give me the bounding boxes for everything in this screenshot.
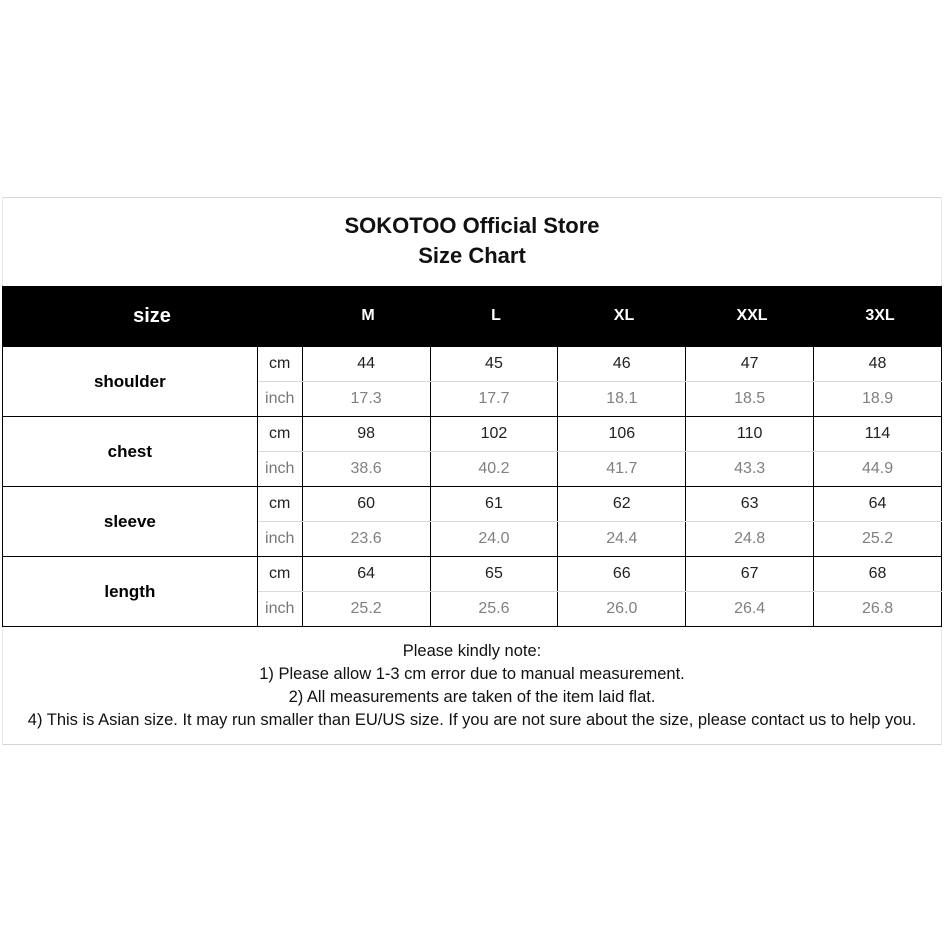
value-cell: 61 — [430, 487, 558, 522]
value-cell: 60 — [302, 487, 430, 522]
size-header-xl: XL — [613, 307, 635, 324]
measurement-label-length: length — [3, 557, 258, 627]
value-cell: 45 — [430, 347, 558, 382]
value-cell: 25.2 — [302, 592, 430, 627]
value-cell: 25.6 — [430, 592, 558, 627]
size-header-label: size — [133, 305, 171, 327]
unit-cm: cm — [257, 557, 302, 592]
unit-cm: cm — [257, 417, 302, 452]
size-header-l: L — [491, 307, 501, 324]
value-cell: 48 — [814, 347, 942, 382]
value-cell: 26.4 — [686, 592, 814, 627]
value-cell: 64 — [302, 557, 430, 592]
value-cell: 24.4 — [558, 522, 686, 557]
table-row — [3, 557, 942, 592]
unit-inch: inch — [257, 522, 302, 557]
value-cell: 23.6 — [302, 522, 430, 557]
unit-inch: inch — [257, 592, 302, 627]
value-cell: 46 — [558, 347, 686, 382]
unit-cm: cm — [257, 347, 302, 382]
value-cell: 65 — [430, 557, 558, 592]
chart-title: Size Chart — [418, 243, 526, 268]
note-item: 2) All measurements are taken of the item laid flat. — [288, 688, 656, 706]
measurement-table — [2, 346, 942, 627]
notes-block — [0, 640, 944, 732]
size-header-row — [2, 286, 942, 346]
value-cell: 24.8 — [686, 522, 814, 557]
table-row — [3, 417, 942, 452]
value-cell: 43.3 — [686, 452, 814, 487]
measurement-label-chest: chest — [3, 417, 258, 487]
value-cell: 18.9 — [814, 382, 942, 417]
note-item: 1) Please allow 1-3 cm error due to manual measurement. — [259, 665, 685, 683]
notes-heading: Please kindly note: — [402, 642, 542, 660]
unit-inch: inch — [257, 452, 302, 487]
value-cell: 47 — [686, 347, 814, 382]
measurement-label-sleeve: sleeve — [3, 487, 258, 557]
table-row — [3, 487, 942, 522]
value-cell: 24.0 — [430, 522, 558, 557]
value-cell: 63 — [686, 487, 814, 522]
value-cell: 110 — [686, 417, 814, 452]
value-cell: 26.8 — [814, 592, 942, 627]
value-cell: 25.2 — [814, 522, 942, 557]
size-header-m: M — [361, 307, 375, 324]
value-cell: 114 — [814, 417, 942, 452]
value-cell: 44 — [302, 347, 430, 382]
value-cell: 106 — [558, 417, 686, 452]
value-cell: 64 — [814, 487, 942, 522]
note-item: 4) This is Asian size. It may run smaller than EU/US size. If you are not sure about the size, please contact us to help you. — [27, 711, 917, 729]
value-cell: 62 — [558, 487, 686, 522]
value-cell: 67 — [686, 557, 814, 592]
measurement-label-shoulder: shoulder — [3, 347, 258, 417]
value-cell: 41.7 — [558, 452, 686, 487]
table-row — [3, 347, 942, 382]
value-cell: 66 — [558, 557, 686, 592]
value-cell: 40.2 — [430, 452, 558, 487]
value-cell: 17.7 — [430, 382, 558, 417]
size-header-xxl: XXL — [736, 307, 768, 324]
value-cell: 102 — [430, 417, 558, 452]
size-header-3xl: 3XL — [865, 307, 895, 324]
value-cell: 38.6 — [302, 452, 430, 487]
value-cell: 17.3 — [302, 382, 430, 417]
value-cell: 18.1 — [558, 382, 686, 417]
value-cell: 18.5 — [686, 382, 814, 417]
unit-inch: inch — [257, 382, 302, 417]
value-cell: 68 — [814, 557, 942, 592]
store-title: SOKOTOO Official Store — [344, 213, 600, 238]
value-cell: 26.0 — [558, 592, 686, 627]
value-cell: 44.9 — [814, 452, 942, 487]
value-cell: 98 — [302, 417, 430, 452]
unit-cm: cm — [257, 487, 302, 522]
